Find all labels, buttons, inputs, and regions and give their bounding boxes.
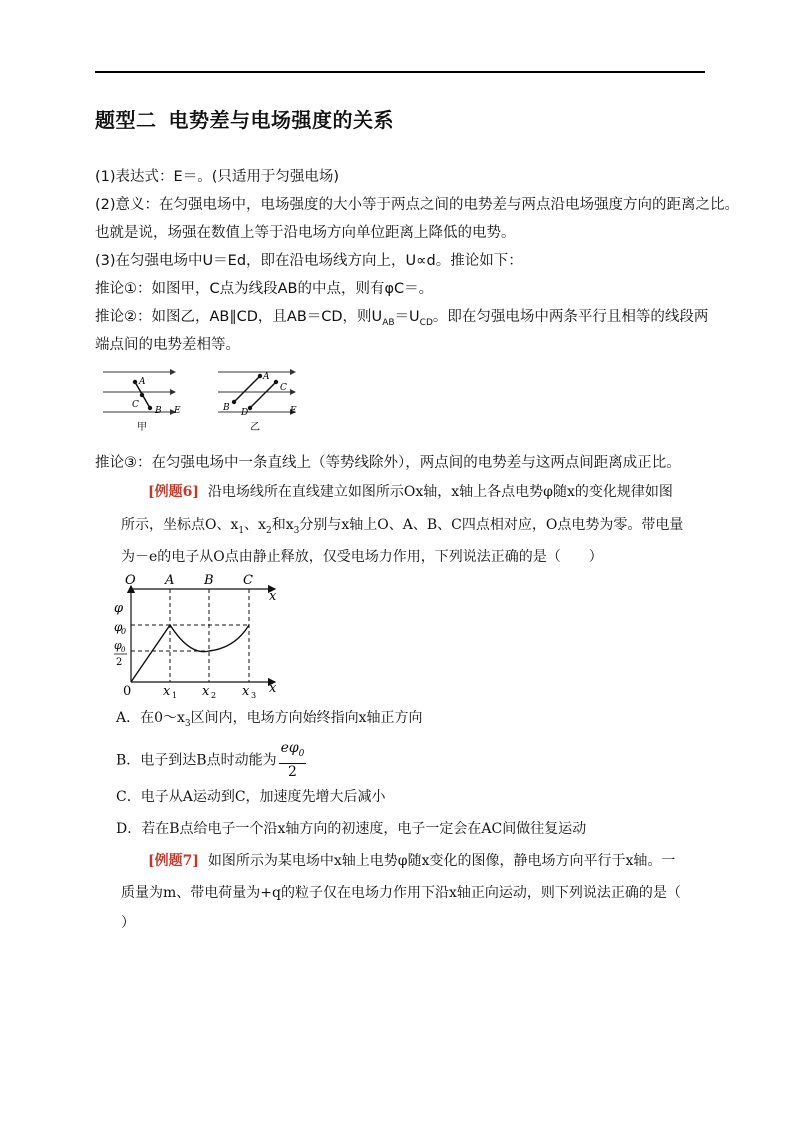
opt-a-1: A．在0～x xyxy=(116,710,185,726)
ex6-l2-b: 、x xyxy=(244,517,267,533)
label-b: B xyxy=(223,403,230,413)
figure-yi xyxy=(210,362,320,434)
point-a xyxy=(258,374,262,378)
line6-b: ＝U xyxy=(394,309,420,325)
point-b xyxy=(232,400,236,404)
label-d: D xyxy=(241,408,249,418)
segment-ab xyxy=(234,376,260,402)
label-zero: 0 xyxy=(123,684,132,699)
top-rule xyxy=(95,71,705,73)
line6-sub1: AB xyxy=(382,317,395,328)
label-phi: φ xyxy=(114,601,124,616)
label-a: A xyxy=(139,377,146,387)
line6-a: 推论②：如图乙，AB∥CD，且AB＝CD，则U xyxy=(95,309,383,325)
example7-line2: 质量为m、带电荷量为+q的粒子仅在电场力作用下沿x轴正向运动，则下列说法正确的是（ xyxy=(121,885,681,901)
example7-text1: 如图所示为某电场中x轴上电势φ随x变化的图像，静电场方向平行于x轴。一 xyxy=(207,853,676,869)
section-title xyxy=(95,104,394,133)
option-a xyxy=(116,708,423,734)
title-part2: 电势差与电场强度的关系 xyxy=(168,108,394,132)
label-a: A xyxy=(165,573,175,588)
label-half-num: φ xyxy=(114,639,122,652)
line6-c: 。即在匀强电场中两条平行且相等的线段两 xyxy=(432,309,709,325)
option-b xyxy=(116,740,306,781)
opt-b-1: B．电子到达B点时动能为 xyxy=(116,752,277,769)
ex6-l2-s2: 2 xyxy=(266,525,272,536)
example7-tag: [例题7] xyxy=(148,853,199,869)
phi-curve xyxy=(131,625,249,682)
label-e: E xyxy=(174,406,181,416)
label-c: C xyxy=(243,573,253,588)
example6-tag: [例题6] xyxy=(148,484,199,500)
label-half-sub: 0 xyxy=(121,646,126,654)
example6-text1: 沿电场线所在直线建立如图所示Ox轴，x轴上各点电势φ随x的变化规律如图 xyxy=(207,484,673,500)
opt-a-sub: 3 xyxy=(184,718,191,729)
point-a xyxy=(133,380,137,384)
opt-b-num-text: eφ xyxy=(280,740,299,756)
option-d: D．若在B点给电子一个沿x轴方向的初速度，电子一定会在AC间做往复运动 xyxy=(116,821,587,837)
ex6-l2-a: 所示，坐标点O、x xyxy=(121,517,239,533)
point-c xyxy=(140,393,144,397)
label-b: B xyxy=(155,406,162,416)
label-x2: x xyxy=(202,684,210,699)
text-line-4: (3)在匀强电场中U＝Ed，即在沿电场线方向上，U∝d。推论如下： xyxy=(95,253,523,269)
ex6-l2-s1: 1 xyxy=(238,525,245,536)
label-half-den: 2 xyxy=(116,657,123,668)
label-a: A xyxy=(263,372,270,382)
title-part1: 题型二 xyxy=(95,108,157,132)
caption-jia: 甲 xyxy=(137,422,147,433)
example7-line1 xyxy=(148,851,675,871)
point-d xyxy=(248,406,252,410)
label-phi0: φ xyxy=(114,620,123,634)
label-o: O xyxy=(125,573,136,588)
line6-sub2: CD xyxy=(419,317,433,328)
example6-line2 xyxy=(121,515,683,541)
label-e: E xyxy=(290,406,297,416)
text-line-7: 端点间的电势差相等。 xyxy=(95,337,240,353)
ex6-l2-c: 和x xyxy=(271,517,294,533)
label-x3: x xyxy=(242,684,250,699)
opt-b-den: 2 xyxy=(288,763,297,780)
opt-b-num xyxy=(279,740,307,764)
ex6-l2-d: 分别与x轴上O、A、B、C四点相对应，O点电势为零。带电量 xyxy=(299,517,684,533)
text-line-6 xyxy=(95,307,708,333)
label-b: B xyxy=(204,573,214,588)
point-b xyxy=(148,406,152,410)
text-line-5: 推论①：如图甲，C点为线段AB的中点，则有φC＝。 xyxy=(95,281,434,297)
point-c xyxy=(274,380,278,384)
ex6-l2-s3: 3 xyxy=(293,525,300,536)
caption-yi: 乙 xyxy=(250,422,260,433)
phi-x-graph xyxy=(110,572,285,700)
label-c: C xyxy=(132,400,139,410)
example6-line3: 为－e的电子从O点由静止释放，仅受电场力作用，下列说法正确的是（ ） xyxy=(121,549,603,565)
label-x1-sub: 1 xyxy=(172,691,178,700)
opt-a-2: 区间内，电场方向始终指向x轴正方向 xyxy=(190,710,423,726)
label-x-top: x xyxy=(269,589,277,604)
label-x2-sub: 2 xyxy=(211,691,217,700)
text-line-1: (1)表达式：E＝。(只适用于匀强电场) xyxy=(95,169,340,185)
text-line-3: 也就是说，场强在数值上等于沿电场方向单位距离上降低的电势。 xyxy=(95,225,516,241)
example6-line1 xyxy=(148,482,673,502)
example7-line3: ） xyxy=(121,915,135,931)
label-phi0-sub: 0 xyxy=(121,627,127,636)
label-x3-sub: 3 xyxy=(251,691,257,700)
label-x1: x xyxy=(163,684,171,699)
label-x-bottom: x xyxy=(269,681,277,696)
label-c: C xyxy=(280,383,287,393)
segment-cd xyxy=(250,382,276,408)
opt-b-fraction xyxy=(279,740,307,781)
opt-b-num-sub: 0 xyxy=(298,748,305,759)
text-line-8: 推论③：在匀强电场中一条直线上（等势线除外），两点间的电势差与这两点间距离成正比。 xyxy=(95,455,681,471)
figure-jia xyxy=(95,362,195,434)
option-c: C．电子从A运动到C，加速度先增大后减小 xyxy=(116,789,386,805)
text-line-2: (2)意义：在匀强电场中，电场强度的大小等于两点之间的电势差与两点沿电场强度方向的距离之比。 xyxy=(95,197,740,213)
